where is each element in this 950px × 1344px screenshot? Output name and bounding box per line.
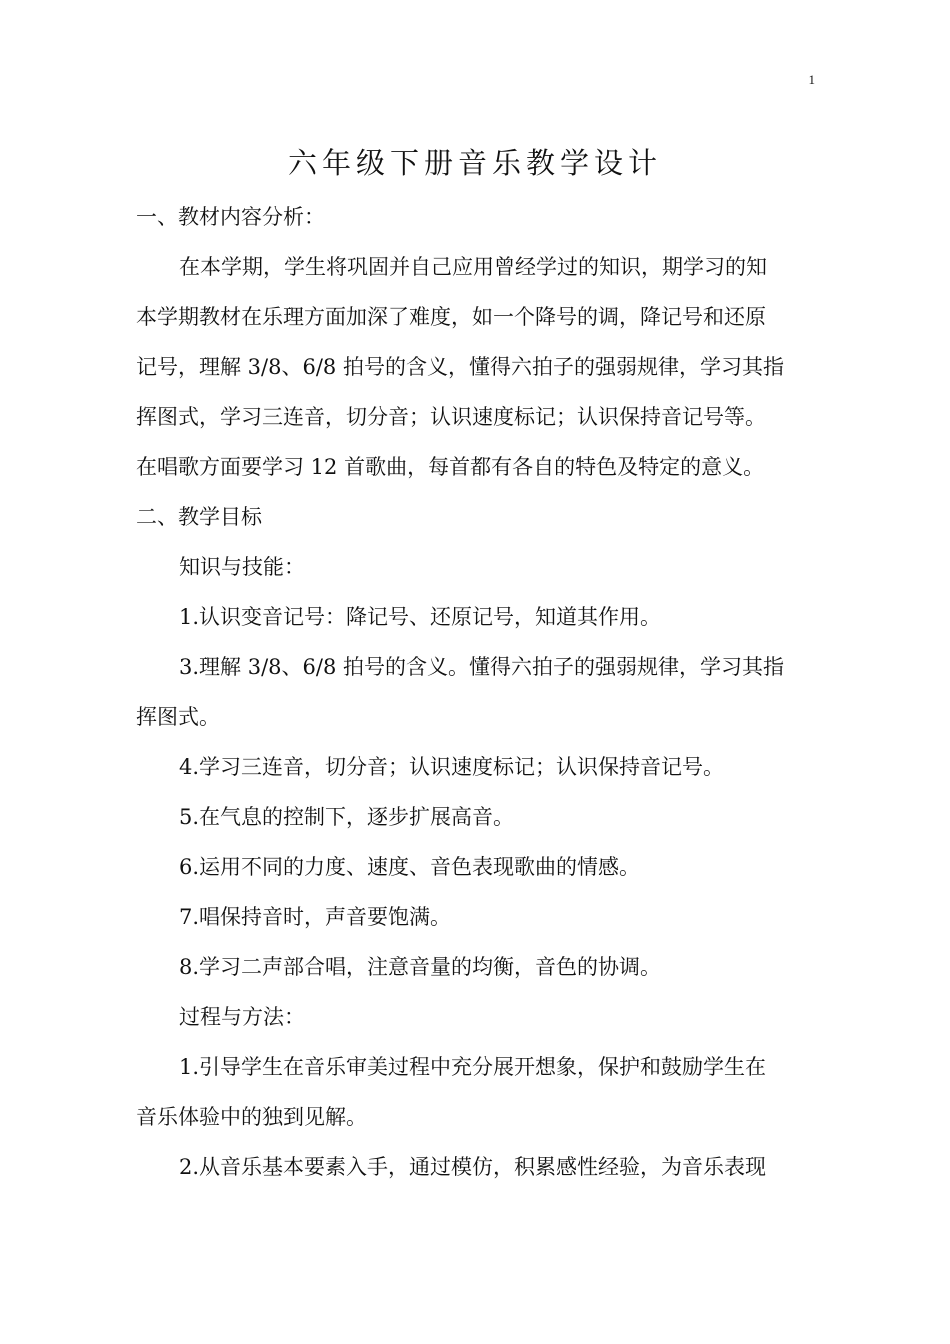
- paragraph-line: 在唱歌方面要学习 12 首歌曲，每首都有各自的特色及特定的意义。: [136, 455, 765, 479]
- subheading-process-methods: 过程与方法：: [179, 1005, 305, 1029]
- list-item: 2.从音乐基本要素入手，通过模仿，积累感性经验，为音乐表现: [179, 1155, 767, 1179]
- page-number: 1: [808, 72, 815, 87]
- section-heading-material-analysis: 一、教材内容分析：: [136, 205, 325, 229]
- list-item: 1.认识变音记号：降记号、还原记号，知道其作用。: [179, 605, 662, 629]
- list-item: 1.引导学生在音乐审美过程中充分展开想象，保护和鼓励学生在: [179, 1055, 767, 1079]
- list-item-continuation: 音乐体验中的独到见解。: [136, 1105, 367, 1129]
- document-body: [136, 192, 820, 1192]
- list-item: 6.运用不同的力度、速度、音色表现歌曲的情感。: [179, 855, 641, 879]
- paragraph-line: 在本学期，学生将巩固并自己应用曾经学过的知识，期学习的知: [179, 255, 767, 279]
- list-item: 7.唱保持音时，声音要饱满。: [179, 905, 452, 929]
- page-title: 六年级下册音乐教学设计: [287, 146, 662, 180]
- section-heading-teaching-goals: 二、教学目标: [136, 505, 262, 529]
- list-item: 8.学习二声部合唱，注意音量的均衡，音色的协调。: [179, 955, 662, 979]
- paragraph-line: 记号，理解 3/8、6/8 拍号的含义，懂得六拍子的强弱规律，学习其指: [136, 355, 784, 379]
- subheading-knowledge-skills: 知识与技能：: [179, 555, 305, 579]
- list-item: 4.学习三连音，切分音；认识速度标记；认识保持音记号。: [179, 755, 725, 779]
- list-item: 3.理解 3/8、6/8 拍号的含义。懂得六拍子的强弱规律，学习其指: [179, 655, 784, 679]
- paragraph-line: 本学期教材在乐理方面加深了难度，如一个降号的调，降记号和还原: [136, 305, 766, 329]
- list-item-continuation: 挥图式。: [136, 705, 220, 729]
- paragraph-line: 挥图式，学习三连音，切分音；认识速度标记；认识保持音记号等。: [136, 405, 766, 429]
- list-item: 5.在气息的控制下，逐步扩展高音。: [179, 805, 515, 829]
